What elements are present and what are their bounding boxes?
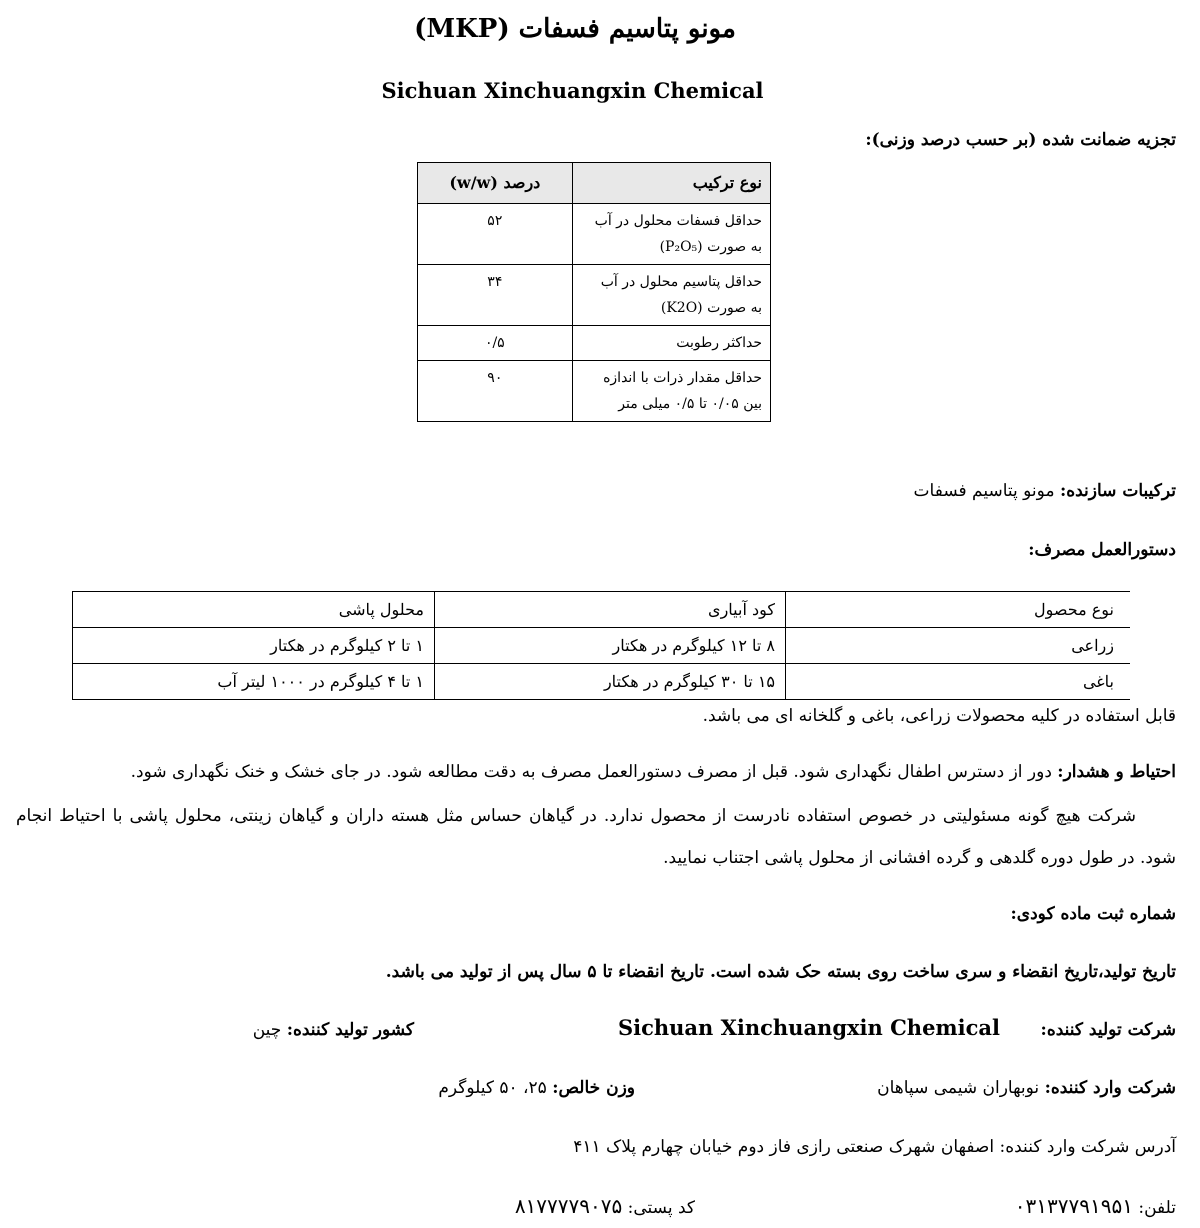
net-weight-value: ۲۵، ۵۰ کیلوگرم <box>438 1078 547 1098</box>
usage-table-header <box>73 592 1131 628</box>
warning-label: احتیاط و هشدار: <box>1057 762 1176 782</box>
ingredients-value: مونو پتاسیم فسفات <box>913 481 1055 501</box>
product-type-cell: زراعی <box>786 628 1131 664</box>
manufacturer-value: Sichuan Xinchuangxin Chemical <box>617 1015 1000 1040</box>
production-note: تاریخ تولید،تاریخ انقضاء و سری ساخت روی بسته حک شده است. تاریخ انقضاء تا ۵ سال پس از تولید می باشد. <box>385 962 1176 982</box>
table-row <box>418 265 771 326</box>
foliar-cell: ۱ تا ۲ کیلوگرم در هکتار <box>73 628 435 664</box>
analysis-table <box>417 162 771 422</box>
percent-cell: ۹۰ <box>418 361 573 422</box>
address-value: اصفهان شهرک صنعتی رازی فاز دوم خیابان چهارم پلاک ۴۱۱ <box>573 1137 995 1157</box>
fertigation-cell: ۱۵ تا ۳۰ کیلوگرم در هکتار <box>435 664 786 700</box>
percent-cell: ۰/۵ <box>418 326 573 361</box>
ingredients-label: ترکیبات سازنده: <box>1059 481 1176 501</box>
phone-value: ۰۳۱۳۷۷۹۱۹۵۱ <box>1014 1194 1133 1218</box>
company-name: Sichuan Xinchuangxin Chemical <box>381 78 764 103</box>
net-weight-line <box>438 1078 635 1098</box>
address-line <box>573 1137 1176 1157</box>
usage-heading: دستورالعمل مصرف: <box>1028 540 1176 560</box>
phone-label: تلفن: <box>1138 1198 1176 1218</box>
country-label: کشور تولید کننده: <box>286 1020 414 1040</box>
importer-label: شرکت وارد کننده: <box>1044 1078 1176 1098</box>
column-header-foliar: محلول پاشی <box>73 592 435 628</box>
usage-note: قابل استفاده در کلیه محصولات زراعی، باغی و گلخانه ای می باشد. <box>702 706 1176 726</box>
compound-line: بین ۰/۰۵ تا ۰/۵ میلی متر <box>618 396 762 412</box>
compound-line: حداکثر رطوبت <box>676 335 762 351</box>
importer-line <box>877 1078 1176 1098</box>
net-weight-label: وزن خالص: <box>552 1078 635 1098</box>
foliar-cell: ۱ تا ۴ کیلوگرم در ۱۰۰۰ لیتر آب <box>73 664 435 700</box>
analysis-table-header <box>418 163 771 204</box>
page-title: مونو پتاسیم فسفات (MKP) <box>414 14 736 44</box>
registration-label: شماره ثبت ماده کودی: <box>1010 904 1176 924</box>
compound-line: به صورت (P₂O₅) <box>659 239 762 255</box>
postal-label: کد پستی: <box>627 1198 695 1218</box>
percent-cell: ۳۴ <box>418 265 573 326</box>
ingredients-line <box>914 481 1176 501</box>
column-header-percent: درصد (w/w) <box>418 163 573 204</box>
address-label: آدرس شرکت وارد کننده: <box>999 1137 1176 1157</box>
product-type-cell: باغی <box>786 664 1131 700</box>
percent-cell: ۵۲ <box>418 204 573 265</box>
compound-cell <box>572 361 770 422</box>
compound-line: حداقل فسفات محلول در آب <box>594 213 762 229</box>
table-row <box>73 628 1131 664</box>
country-value: چین <box>252 1020 282 1040</box>
column-header-fertigation: کود آبیاری <box>435 592 786 628</box>
disclaimer-paragraph: شرکت هیچ گونه مسئولیتی در خصوص استفاده نادرست از محصول ندارد. در گیاهان حساس مثل هسته داران و گیاهان زینتی، محلول پاشی با احتیاط انجام شود. در طول دوره گلدهی و گرده افشانی از محلول پاشی اجتناب نمایید. <box>16 806 1176 868</box>
compound-cell <box>572 204 770 265</box>
warning-text: دور از دسترس اطفال نگهداری شود. قبل از مصرف دستورالعمل مصرف به دقت مطالعه شود. در جای خشک و خنک نگهداری شود. <box>130 762 1052 782</box>
column-header-compound: نوع ترکیب <box>572 163 770 204</box>
importer-value: نوبهاران شیمی سپاهان <box>877 1078 1040 1098</box>
table-row <box>418 361 771 422</box>
usage-table <box>72 591 1130 700</box>
country-line <box>253 1020 414 1040</box>
table-row <box>418 204 771 265</box>
compound-line: به صورت (K2O) <box>660 300 762 316</box>
postal-value: ۸۱۷۷۷۷۹۰۷۵ <box>514 1194 623 1218</box>
compound-line: حداقل مقدار ذرات با اندازه <box>603 370 762 386</box>
warning-line <box>131 762 1176 782</box>
table-row <box>418 326 771 361</box>
compound-cell <box>572 265 770 326</box>
compound-line: حداقل پتاسیم محلول در آب <box>600 274 762 290</box>
analysis-heading: تجزیه ضمانت شده (بر حسب درصد وزنی): <box>865 130 1176 150</box>
phone-line <box>1015 1194 1176 1218</box>
compound-cell <box>572 326 770 361</box>
manufacturer-label: شرکت تولید کننده: <box>1040 1020 1176 1040</box>
postal-line <box>515 1194 695 1218</box>
column-header-product-type: نوع محصول <box>786 592 1131 628</box>
fertigation-cell: ۸ تا ۱۲ کیلوگرم در هکتار <box>435 628 786 664</box>
table-row <box>73 664 1131 700</box>
